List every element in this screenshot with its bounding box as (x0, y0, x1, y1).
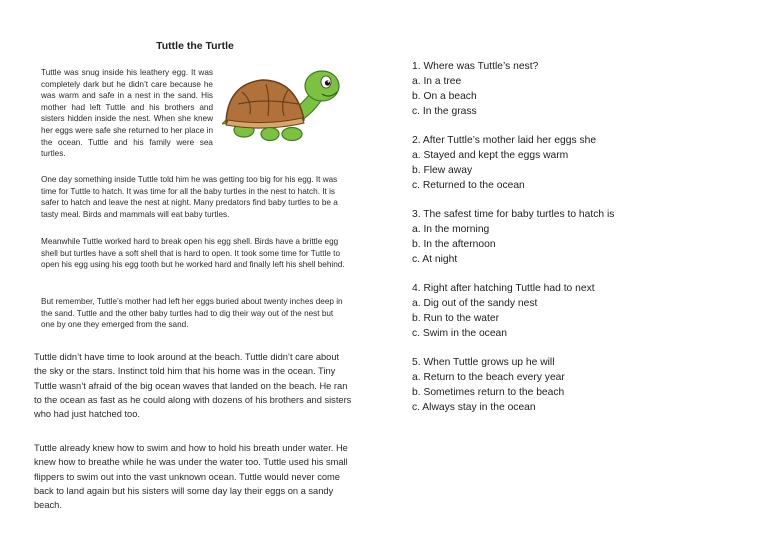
quiz-question-5 (412, 355, 732, 415)
story-paragraph-3: Meanwhile Tuttle worked hard to break open his egg shell. Birds have a brittle egg shell but turtles have a soft shell that is hard to open. It took some time for Tuttle to open his egg using his egg tooth but he worked hard and finally left his shell behind. (41, 237, 345, 270)
question-text: 4. Right after hatching Tuttle had to next (412, 283, 595, 294)
answer-option: c. Returned to the ocean (412, 180, 525, 191)
question-text: 3. The safest time for baby turtles to hatch is (412, 209, 615, 220)
answer-option: a. In a tree (412, 76, 462, 87)
answer-option: a. In the morning (412, 224, 490, 235)
answer-option: c. At night (412, 254, 458, 265)
question-text: 2. After Tuttle’s mother laid her eggs she (412, 135, 597, 146)
answer-option: b. In the afternoon (412, 239, 496, 250)
quiz-section (412, 59, 732, 429)
quiz-question-1 (412, 59, 732, 119)
answer-option: a. Dig out of the sandy nest (412, 298, 538, 309)
story-paragraph-1: Tuttle was snug inside his leathery egg. It was completely dark but he didn’t care because he was warm and safe in a nest in the sand. His mother had left Tuttle and his brothers and sisters hidden inside the nest. When she knew her eggs were safe she returned to her place in the ocean. Tuttle and his family were sea turtles. (41, 68, 213, 159)
answer-option: c. Always stay in the ocean (412, 402, 536, 413)
answer-option: a. Stayed and kept the eggs warm (412, 150, 569, 161)
answer-option: a. Return to the beach every year (412, 372, 565, 383)
question-text: 1. Where was Tuttle’s nest? (412, 61, 539, 72)
story-paragraph-2: One day something inside Tuttle told him he was getting too big for his egg. It was time for Tuttle to hatch. It was time for all the baby turtles in the nest to hatch. It is safer to hatch and leave the nest at night. Many predators find baby turtles to be a tasty meal. Birds and mammals will eat baby turtles. (41, 175, 338, 219)
answer-option: c. In the grass (412, 106, 477, 117)
question-text: 5. When Tuttle grows up he will (412, 357, 555, 368)
quiz-question-3 (412, 207, 732, 267)
answer-option: b. On a beach (412, 91, 477, 102)
cartoon-turtle-icon (222, 68, 344, 144)
answer-option: c. Swim in the ocean (412, 328, 508, 339)
story-title: Tuttle the Turtle (156, 40, 234, 52)
story-paragraph-5: Tuttle didn’t have time to look around at the beach. Tuttle didn’t care about the sky or the stars. Instinct told him that his home was in the ocean. Tiny Tuttle wasn’t afraid of the big ocean waves that landed on the beach. He ran to the ocean as fast as he could along with dozens of his brothers and sisters who had just hatched too. (34, 352, 352, 420)
story-paragraph-4: But remember, Tuttle’s mother had left her eggs buried about twenty inches deep in the sand. Tuttle and the other baby turtles had to dig their way out of the nest but one by one they emerged from the sand. (41, 297, 343, 330)
quiz-question-2 (412, 133, 732, 193)
answer-option: b. Flew away (412, 165, 473, 176)
story-paragraph-6: Tuttle already knew how to swim and how to hold his breath under water. He knew how to breathe while he was under the water too. Tuttle used his small flippers to swim out into the vast unknown ocean. Tuttle would never come back to land again but his sisters will some day lay their eggs on a sandy beach. (34, 443, 348, 511)
answer-option: b. Run to the water (412, 313, 500, 324)
answer-option: b. Sometimes return to the beach (412, 387, 565, 398)
quiz-question-4 (412, 281, 732, 341)
